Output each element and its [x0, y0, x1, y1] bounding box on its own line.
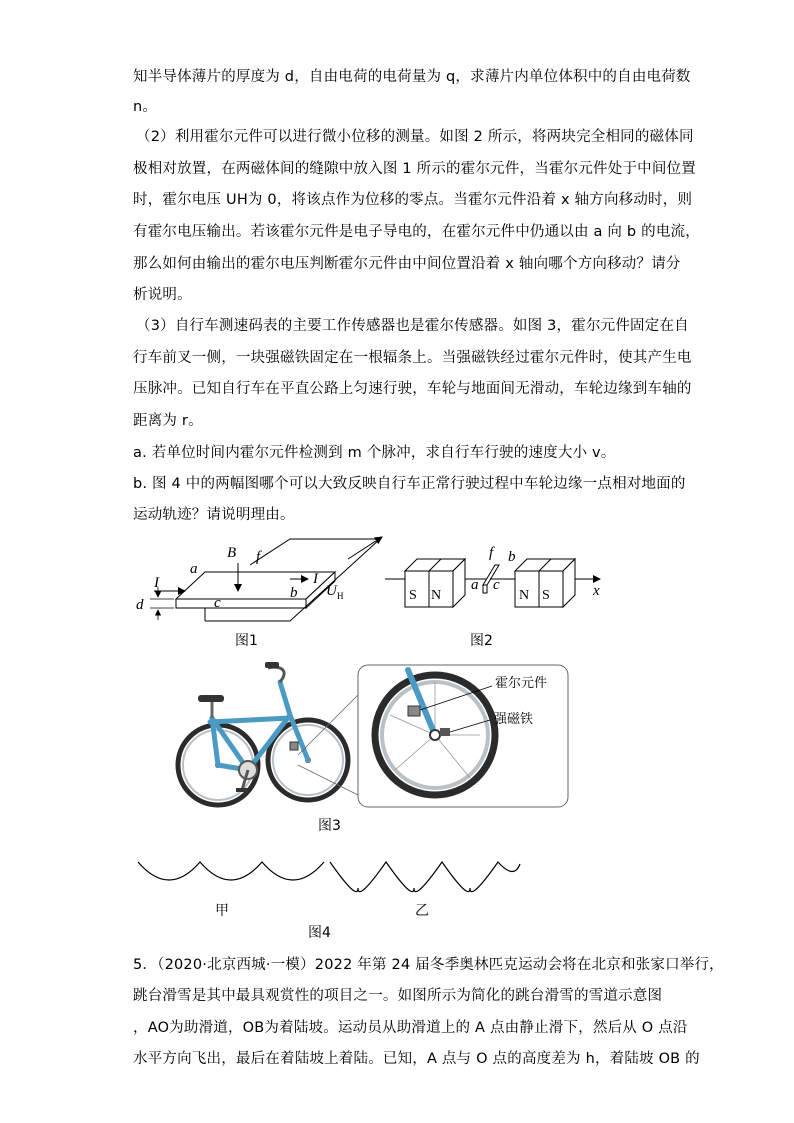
figure-2-magnets [385, 545, 615, 615]
fig1-label-c: c [214, 595, 221, 611]
fig1-label-B: B [227, 545, 237, 561]
fig1-label-I-left: I [154, 575, 159, 591]
text-line-19: 水平方向飞出，最后在着陆坡上着陆。已知，A 点与 O 点的高度差为 h，着陆坡 OB 的 [133, 1051, 700, 1067]
text-line-5: 时，霍尔电压 UH为 0，将该点作为位移的零点。当霍尔元件沿着 x 轴方向移动时，则 [133, 192, 693, 208]
fig2-label-N2: N [519, 588, 530, 603]
text-line-6: 有霍尔电压输出。若该霍尔元件是电子导电的，在霍尔元件中仍通以由 a 向 b 的电流， [133, 224, 700, 240]
fig3-label-hall-element: 霍尔元件 [495, 676, 548, 691]
fig4-label-jia: 甲 [215, 903, 229, 919]
text-line-18: ，AO为助滑道，OB为着陆坡。运动员从助滑道上的 A 点由静止滑下，然后从 O 点沿 [133, 1020, 688, 1036]
fig2-label-c: c [493, 577, 500, 593]
figure-4-trajectories [130, 850, 530, 900]
fig2-label-b: b [508, 549, 516, 565]
text-line-12: 距离为 r。 [133, 413, 203, 429]
text-line-2: n。 [133, 99, 158, 115]
text-line-14: b. 图 4 中的两幅图哪个可以大致反映自行车正常行驶过程中车轮边缘一点相对地面的 [133, 476, 686, 492]
fig1-label-U: U [326, 583, 337, 599]
fig1-label-a: a [190, 561, 198, 577]
text-line-8: 析说明。 [133, 287, 192, 303]
text-line-3: （2）利用霍尔元件可以进行微小位移的测量。如图 2 所示，将两块完全相同的磁体同 [136, 129, 694, 145]
text-line-10: 行车前叉一侧，一块强磁铁固定在一根辐条上。当强磁铁经过霍尔元件时，使其产生电 [133, 350, 692, 366]
fig1-label-f: f [256, 549, 261, 565]
text-line-9: （3）自行车测速码表的主要工作传感器也是霍尔传感器。如图 3，霍尔元件固定在自 [136, 318, 689, 334]
text-line-1: 知半导体薄片的厚度为 d，自由电荷的电荷量为 q，求薄片内单位体积中的自由电荷数 [133, 69, 691, 85]
text-line-17: 跳台滑雪是其中最具观赏性的项目之一。如图所示为简化的跳台滑雪的雪道示意图 [133, 988, 663, 1004]
text-line-13: a. 若单位时间内霍尔元件检测到 m 个脉冲，求自行车行驶的速度大小 v。 [133, 445, 616, 461]
figure-2-caption: 图2 [470, 633, 493, 649]
figure-4-caption: 图4 [308, 925, 331, 941]
fig2-label-N1: N [431, 588, 442, 603]
text-line-7: 那么如何由输出的霍尔电压判断霍尔元件由中间位置沿着 x 轴向哪个方向移动？请分 [133, 256, 681, 272]
trajectory-yi [330, 862, 520, 892]
text-line-16: 5．（2020·北京西城·一模）2022 年第 24 届冬季奥林匹克运动会将在北京和张家口举行， [133, 957, 724, 973]
fig2-label-S2: S [542, 588, 550, 603]
text-line-11: 压脉冲。已知自行车在平直公路上匀速行驶，车轮与地面间无滑动，车轮边缘到车轴的 [133, 381, 692, 397]
fig1-label-H: H [337, 591, 344, 601]
figure-1-hall-element [130, 535, 390, 645]
fig1-label-d: d [136, 597, 144, 613]
fig1-label-I-right: I [313, 571, 318, 587]
fig2-label-f: f [489, 545, 494, 561]
figure-3-caption: 图3 [318, 818, 341, 834]
figure-1-caption: 图1 [235, 633, 258, 649]
text-line-15: 运动轨迹？请说明理由。 [133, 507, 295, 523]
fig2-label-S1: S [409, 588, 417, 603]
fig1-label-b: b [290, 585, 298, 601]
trajectory-jia [138, 862, 324, 880]
fig4-label-yi: 乙 [415, 903, 429, 919]
fig3-label-magnet: 强磁铁 [494, 712, 534, 727]
fig2-label-a: a [471, 577, 479, 593]
fig2-label-x: x [593, 583, 600, 599]
text-line-4: 极相对放置，在两磁体间的缝隙中放入图 1 所示的霍尔元件，当霍尔元件处于中间位置 [133, 161, 696, 177]
